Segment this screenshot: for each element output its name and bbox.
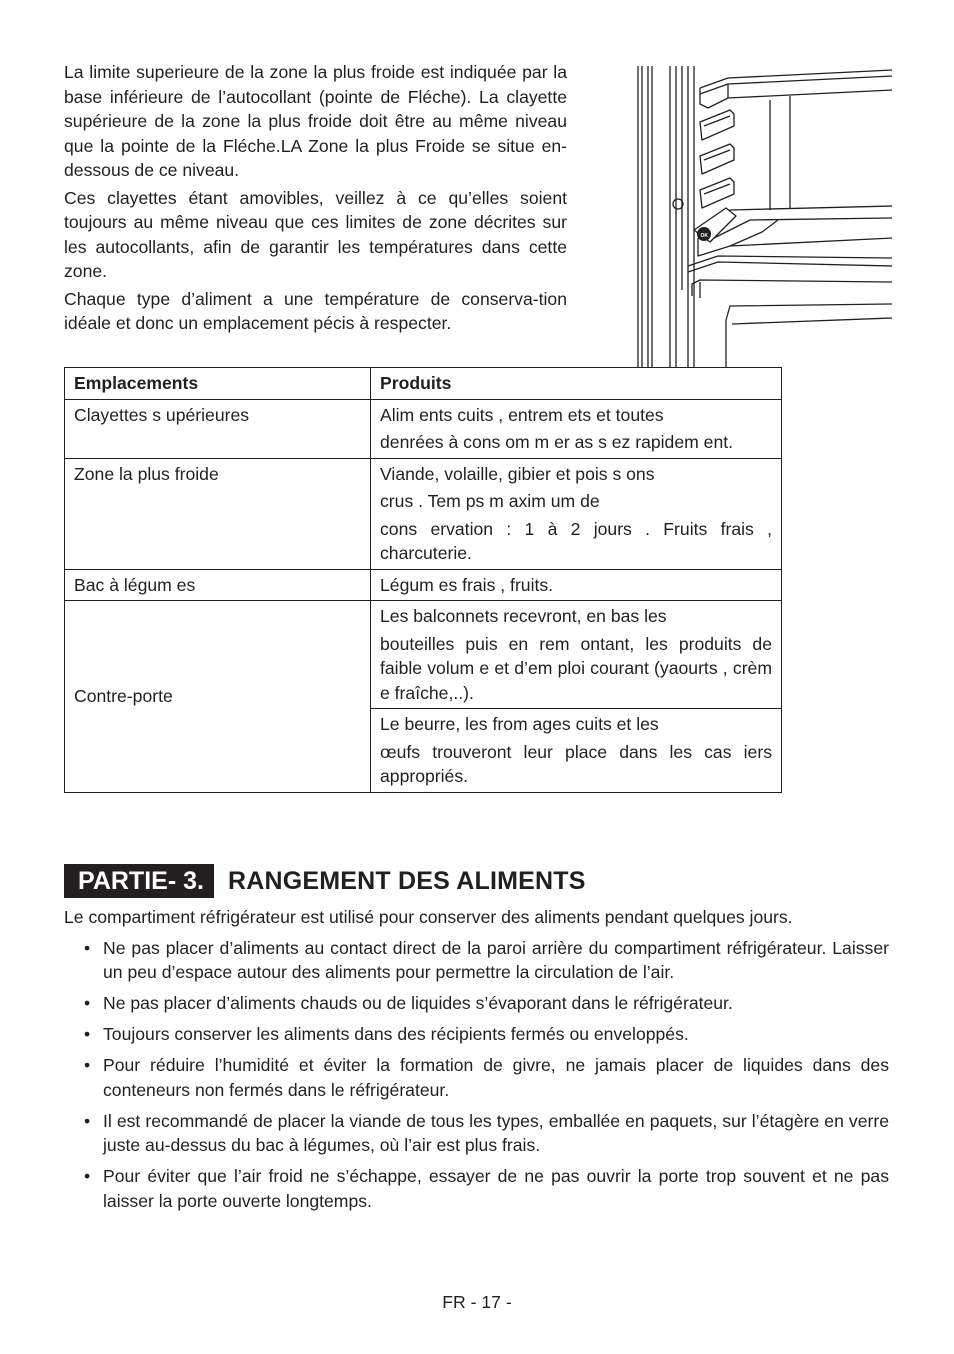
location-cell: Zone la plus froide [65, 458, 371, 569]
list-item-text: Pour réduire l’humidité et éviter la formation de givre, ne jamais placer de liquides dans des conteneurs non fermés dans le réfrigérateur. [103, 1055, 889, 1100]
intro-paragraph-1: La limite superieure de la zone la plus froide est indiquée par la base inférieure de l’autocollant (pointe de Fléche). La clayette supérieure de la zone la plus froide doit être au même niveau que la pointe de la Fléche.LA Zone la plus Froide se situe en-dessous de ce niveau. [64, 62, 567, 180]
products-line: bouteilles puis en rem ontant, les produits de faible volum e et d’em ploi courant (yaourts , crèm e fraîche,..). [380, 633, 772, 703]
section-heading [64, 864, 586, 898]
ok-label: OK [700, 233, 708, 239]
bullet-icon: • [84, 1055, 91, 1075]
products-line: cons ervation : 1 à 2 jours . Fruits frais , charcuterie. [380, 518, 772, 563]
list-item [64, 991, 889, 1016]
products-line: Légum es frais , fruits. [380, 574, 554, 595]
location-cell: Bac à légum es [65, 569, 371, 601]
list-item-text: Il est recommandé de placer la viande de tous les types, emballée en paquets, sur l’étagère en verre juste au-dessus du bac à légumes, où l’air est plus frais. [103, 1110, 889, 1155]
section-title: RANGEMENT DES ALIMENTS [227, 866, 586, 895]
table-row [65, 399, 782, 458]
list-item [64, 936, 889, 985]
intro-text [64, 60, 567, 339]
intro-paragraph-3: Chaque type d’aliment a une température de conserva-tion idéale et donc un emplacement pécis à respecter. [64, 288, 567, 333]
bullet-icon: • [84, 1166, 91, 1186]
list-item [64, 1053, 889, 1102]
table-row [65, 458, 782, 569]
door-rack [704, 116, 730, 126]
shelf-lower [688, 262, 892, 272]
products-line: denrées à cons om m er as s ez rapidem ent. [380, 432, 734, 452]
crisper [732, 318, 892, 324]
list-item [64, 1164, 889, 1213]
section-body [64, 905, 889, 1220]
products-line: Alim ents cuits , entrem ets et toutes [380, 404, 664, 425]
shelf-middle [710, 218, 892, 240]
products-line: Les balconnets recevront, en bas les [380, 606, 667, 626]
list-item-text: Toujours conserver les aliments dans des récipients fermés ou enveloppés. [103, 1024, 689, 1044]
door-rack [704, 184, 730, 194]
bullet-icon: • [84, 993, 91, 1013]
crisper [726, 304, 892, 320]
bullet-icon: • [84, 1024, 91, 1044]
products-line: Le beurre, les from ages cuits et les [380, 714, 659, 734]
products-cell [371, 601, 782, 709]
products-cell [371, 458, 782, 569]
list-item [64, 1022, 889, 1047]
products-line: Viande, volaille, gibier et pois s ons [380, 463, 655, 484]
fridge-shelves-illustration [630, 60, 892, 368]
door-rack [704, 150, 730, 160]
products-line: crus . Tem ps m axim um de [380, 491, 600, 511]
table-header-row [65, 368, 782, 400]
shelf-middle [698, 238, 892, 256]
location-cell: Clayettes s upérieures [65, 399, 371, 458]
header-products: Produits [371, 368, 782, 400]
products-cell [371, 709, 782, 793]
page-number: FR - 17 - [442, 1292, 512, 1312]
bullet-icon: • [84, 937, 91, 958]
location-cell: Contre-porte [65, 601, 371, 793]
header-locations: Emplacements [65, 368, 371, 400]
products-cell [371, 399, 782, 458]
list-item-text: Ne pas placer d’aliments chauds ou de liquides s’évaporant dans le réfrigérateur. [103, 993, 733, 1013]
bullet-list [64, 936, 889, 1214]
products-cell [371, 569, 782, 601]
section-intro: Le compartiment réfrigérateur est utilisé pour conserver des aliments pendant quelques jours. [64, 907, 793, 927]
table-row [65, 569, 782, 601]
shelf-top [700, 70, 892, 88]
intro-paragraph-2: Ces clayettes étant amovibles, veillez à ce qu’elles soient toujours au même niveau que ces limites de zone décrites sur les autocollants, afin de garantir les températures dans cette zone. [64, 187, 567, 281]
section-badge: PARTIE- 3. [64, 864, 214, 898]
shelf-lower [688, 256, 892, 266]
crisper [692, 280, 892, 296]
shelf-top [700, 88, 892, 108]
list-item [64, 1109, 889, 1158]
shelf-middle [730, 220, 778, 246]
food-storage-table [64, 367, 782, 793]
list-item-text: Pour éviter que l’air froid ne s’échappe, essayer de ne pas ouvrir la porte trop souvent et ne pas laisser la porte ouverte longtemps. [103, 1166, 889, 1211]
table-row [65, 601, 782, 709]
products-line: œufs trouveront leur place dans les cas iers appropriés. [380, 741, 772, 786]
list-item-text: Ne pas placer d’aliments au contact direct de la paroi arrière du compartiment réfrigérateur. Laisser un peu d’espace autour des aliments pour permettre la circulation de l’air. [103, 937, 889, 982]
bullet-icon: • [84, 1110, 91, 1131]
